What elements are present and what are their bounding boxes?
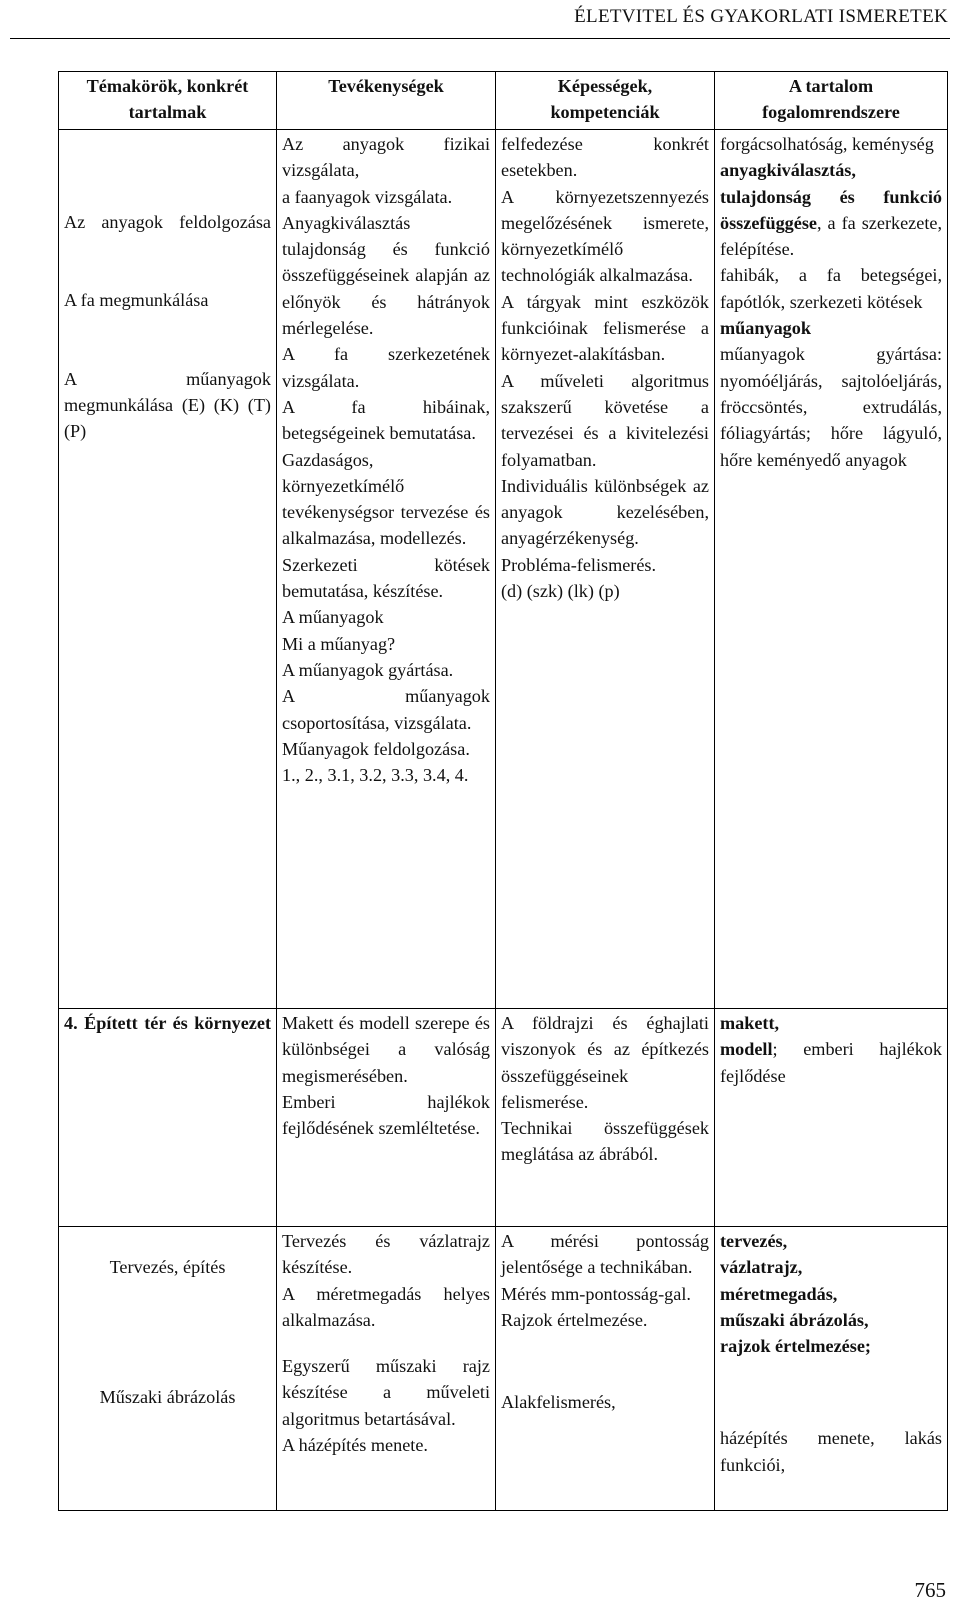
competency-item: Alakfelismerés,: [501, 1392, 616, 1413]
competency-item: A műveleti algoritmus szakszerű követése a tervezései és a kivitelezési folyamatban.: [501, 370, 709, 470]
activity-item: A méretmegadás helyes alkalmazása.: [282, 1283, 490, 1330]
concept-keyword: modell: [720, 1039, 773, 1060]
concept-keyword: tervezés,: [720, 1231, 788, 1251]
concept-keyword: műanyagok: [720, 318, 811, 339]
competency-item: Individuális különbségek az anyagok kezelésében, anyagérzékenység.: [501, 475, 709, 549]
table-row: [59, 1009, 948, 1227]
column-header-concepts: A tartalom fogalomrendszere: [715, 72, 948, 130]
competency-item: Technikai összefüggések meglátása az ábrából.: [501, 1118, 709, 1165]
competency-item: A környezetszennyezés megelőzésének ismerete, környezetkímélő technológiák alkalmazása.: [501, 186, 709, 286]
competency-item: Rajzok értelmezése.: [501, 1309, 648, 1330]
activity-item: Tervezés és vázlatrajz készítése.: [282, 1231, 490, 1278]
topic-item: Tervezés, építés: [109, 1257, 226, 1277]
activities-cell: [277, 130, 496, 1009]
competency-item: felfedezése konkrét esetekben.: [501, 134, 709, 181]
activity-item: Mi a műanyag?: [282, 633, 396, 654]
topic-item: A műanyagok megmunkálása (E) (K) (T) (P): [64, 368, 271, 442]
activity-item: Anyagkiválasztás tulajdonság és funkció összefüggéseinek alapján az előnyök és hátrányok mérlegelése.: [282, 212, 490, 339]
activity-item: A házépítés menete.: [282, 1435, 428, 1456]
topics-cell: [59, 130, 277, 1009]
table-header-row: [59, 72, 948, 130]
concept-text: forgácsolhatóság, keménység: [720, 134, 934, 154]
activity-item: A műanyagok gyártása.: [282, 659, 454, 680]
activity-item: Emberi hajlékok fejlődésének szemléltetése.: [282, 1091, 490, 1139]
curriculum-table: [58, 71, 948, 1511]
activity-item: Az anyagok fizikai vizsgálata,: [282, 134, 490, 181]
concept-text: , a fa szerkezete, felépítése.: [720, 212, 942, 260]
activity-item: A fa szerkezetének vizsgálata.: [282, 344, 490, 391]
activity-item: A fa hibáinak, betegségeinek bemutatása.: [282, 396, 490, 444]
column-header-competencies: Képességek, kompetenciák: [496, 72, 715, 130]
topic-item: [64, 1010, 271, 1036]
concepts-cell: [715, 1227, 948, 1511]
activity-item: Egyszerű műszaki rajz készítése a műveleti algoritmus betartásával.: [282, 1356, 490, 1429]
concepts-cell: [715, 130, 948, 1009]
competencies-cell: [496, 1009, 715, 1227]
competency-item: (d) (szk) (lk) (p): [501, 581, 620, 602]
activity-item: A műanyagok csoportosítása, vizsgálata.: [282, 686, 490, 733]
topics-cell: [59, 1227, 277, 1511]
topic-title: Épített tér és környezet: [84, 1013, 271, 1033]
activity-item: Gazdaságos, környezetkímélő tevékenységsor tervezése és alkalmazása, modellezés.: [282, 449, 490, 549]
table-row: [59, 130, 948, 1009]
competencies-cell: [496, 1227, 715, 1511]
header-rule: [10, 38, 950, 39]
concept-keyword: makett,: [720, 1013, 780, 1033]
topic-item: A fa megmunkálása: [64, 290, 209, 311]
concept-text: [720, 157, 942, 262]
competencies-cell: [496, 130, 715, 1009]
running-title: ÉLETVITEL ÉS GYAKORLATI ISMERETEK: [574, 6, 948, 27]
activities-cell: [277, 1227, 496, 1511]
concept-keyword: méretmegadás,: [720, 1283, 838, 1304]
table-row: [59, 1227, 948, 1511]
column-header-topics: Témakörök, konkrét tartalmak: [59, 72, 277, 130]
concept-keyword: vázlatrajz,: [720, 1257, 803, 1278]
page-number: 765: [914, 1578, 946, 1602]
competency-item: Probléma-felismerés.: [501, 554, 657, 575]
topic-item: Műszaki ábrázolás: [99, 1387, 236, 1408]
activity-item: 1., 2., 3.1, 3.2, 3.3, 3.4, 4.: [282, 765, 469, 786]
activity-item: Makett és modell szerepe és különbségei a valóság megismerésében.: [282, 1013, 490, 1086]
concept-text: műanyagok gyártása: nyomóéljárás, sajtolóeljárás, fröccsöntés, extrudálás, fóliagyártás; hőre lágyuló, hőre keményedő anyagok: [720, 344, 942, 470]
activity-item: Szerkezeti kötések bemutatása, készítése.: [282, 554, 490, 602]
concept-text: [720, 1010, 942, 1089]
concept-text: ; emberi hajlékok fejlődése: [720, 1039, 942, 1086]
topic-item: Az anyagok feldolgozása: [64, 212, 271, 232]
competency-item: Mérés mm-pontosság-gal.: [501, 1283, 691, 1304]
competency-item: A földrajzi és éghajlati viszonyok és az építkezés összefüggéseinek felismerése.: [501, 1013, 709, 1112]
concept-keyword: anyagkiválasztás, tulajdonság és funkció összefüggése: [720, 160, 942, 233]
concept-text: házépítés menete, lakás funkciói,: [720, 1428, 942, 1475]
topics-cell: [59, 1009, 277, 1227]
concept-keyword: rajzok értelmezése;: [720, 1336, 871, 1357]
activity-item: Műanyagok feldolgozása.: [282, 738, 470, 759]
competency-item: A mérési pontosság jelentősége a technikában.: [501, 1231, 709, 1278]
activities-cell: [277, 1009, 496, 1227]
competency-item: A tárgyak mint eszközök funkcióinak felismerése a környezet-alakításban.: [501, 291, 709, 365]
concepts-cell: [715, 1009, 948, 1227]
column-header-activities: Tevékenységek: [277, 72, 496, 130]
concept-keyword: műszaki ábrázolás,: [720, 1309, 869, 1330]
concept-text: fahibák, a fa betegségei, fapótlók, szerkezeti kötések: [720, 265, 942, 312]
activity-item: A műanyagok: [282, 607, 384, 628]
activity-item: a faanyagok vizsgálata.: [282, 186, 453, 207]
topic-number: 4.: [64, 1013, 78, 1033]
